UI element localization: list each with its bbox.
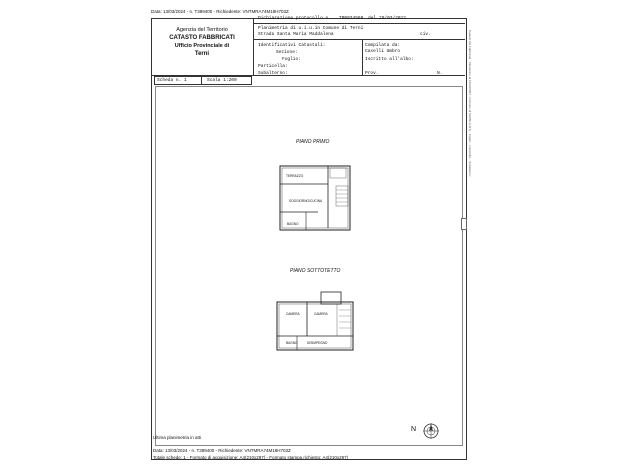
compiler-name: Caselli Umbro <box>365 49 401 54</box>
foglio-label: Foglio: <box>282 57 301 62</box>
room-label: BAGNO <box>286 341 298 345</box>
side-text: Catasto dei Fabbricati - Situazione al 13/03/2024 - Comune di TERNI (L117) - Foglio: - Particella: - Subalterno: <box>468 30 472 177</box>
footer-ultima: Ultima planimetria in atti <box>153 435 202 440</box>
address-text: Strada Santa Maria Maddalena <box>258 32 334 37</box>
sezione-label: Sezione: <box>276 50 298 55</box>
date-value: 29/03/2012 <box>379 16 407 21</box>
compiler-prov: Prov. <box>365 71 379 76</box>
compiler-n: N. <box>437 71 443 76</box>
footer-stamp: Data: 13/03/2024 - n. T389400 - Richiedente: VNTMRA74M18H703Z <box>153 448 291 453</box>
agency-line4: Terni <box>194 51 210 57</box>
footer-totale: Totale schede: 1 - Formato di acquisizione: A4(210x297) - Formato stampa richiesto: A4(210x297) <box>153 455 349 460</box>
date-label: del <box>368 16 377 21</box>
room-label: BAGNO <box>287 222 299 226</box>
declaration-block <box>254 18 465 76</box>
room-label: CAMERA <box>286 312 300 316</box>
scale-label: Scala 1:200 <box>207 78 237 83</box>
room-label: TERRAZZO <box>286 174 304 178</box>
scheda-box <box>154 76 252 85</box>
subalterno-label: Subalterno: <box>258 71 288 76</box>
plan-title-attic: PIANO SOTTOTETTO <box>290 268 341 274</box>
plan-title-first: PIANO PRIMO <box>296 139 330 145</box>
room-label: SOGGIORNO/CUCINA <box>289 199 323 203</box>
room-label: CAMERA <box>314 312 328 316</box>
north-arrow-icon <box>422 422 440 440</box>
compiler-title: Compilata da: <box>365 43 401 48</box>
side-mark <box>461 218 467 230</box>
north-label: N <box>411 426 417 433</box>
room-label: DISIMPEGNO <box>307 341 328 345</box>
compiler-albo: Iscritto all'albo: <box>365 57 414 62</box>
top-stamp: Data: 13/03/2024 - n. T389400 - Richiedente: VNTMRA74M18H703Z <box>151 9 289 14</box>
identifiers-title: Identificativi Catastali: <box>258 43 326 48</box>
agency-line1: Agenzia del Territorio <box>176 27 228 33</box>
protocol-value: TR0034560 <box>339 16 364 21</box>
civ-text: civ. <box>420 32 431 37</box>
particella-label: Particella: <box>258 64 288 69</box>
agency-line3: Ufficio Provinciale di <box>174 43 230 49</box>
agency-line2: CATASTO FABBRICATI <box>169 35 235 41</box>
scheda-label: Scheda n. 1 <box>157 78 187 83</box>
agency-block <box>151 18 254 76</box>
protocol-label: Dichiarazione protocollo n. <box>258 16 331 21</box>
planimetria-text: Planimetria di u.i.u.in Comune di Terni <box>258 26 364 31</box>
